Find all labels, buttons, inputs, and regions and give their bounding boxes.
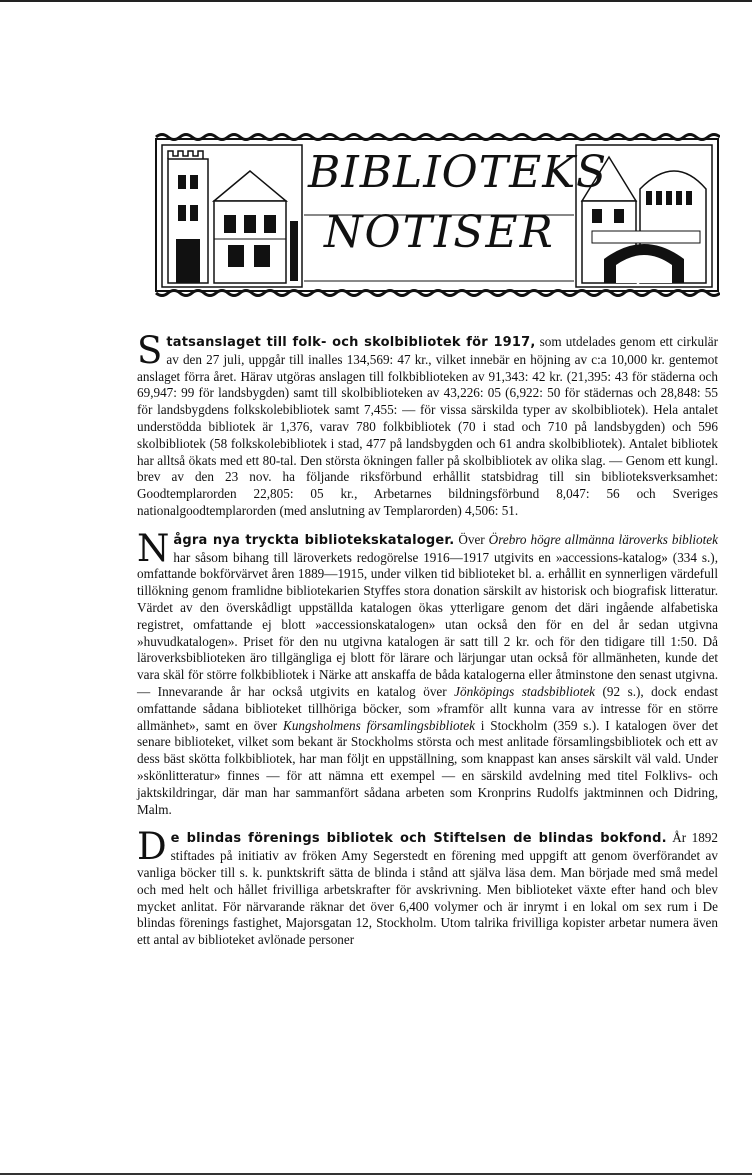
article-body-part: Över — [454, 531, 489, 547]
article-body: som utdelades genom ett cirkulär av den 27 juli, uppgår till inalles 134,569: 47 kr., vilket innebär en höjning av c:a 10,000 kr. gentemot anslaget förra året. Härav utgöras anslagen till folkbiblioteken av 91,343: 42 kr. (21,395: 43 för städerna och 69,947: 99 för landsbygden) samt till skolbiblioteken av 43,226: 05 (6,922: 50 för städernas och 28,848: 55 för landsbygdens folkskolebibliotek samt 7,455: — för vissa särskilda typer av skolbibliotek). Hela antalet understödda bibliotek är 1,376, varav 780 folkbibliotek (70 i stad och 710 på landsbygden) och 596 skolbibliotek (58 folkskolebibliotek i stad, 477 på landsbygden och 61 andra skolbibliotek). Antalet bibliotek har alltså ökats med ett 80-tal. Den största ökningen faller på skolbibliotek av olika slag. — Genom ett kungl. brev av den 23 nov. ha följande riksförbund erhållit statsbidrag till sin biblioteksverksamhet: Goodtemplarorden 22,805: 05 kr., Arbetarnes bildningsförbund 8,047: 56 och Sveriges nationalgoodtemplarorden (med anslutning av Templarorden) 4,506: 51. — [137, 334, 718, 518]
header-title — [306, 145, 608, 275]
article-body-part: har såsom bihang till läroverkets redogörelse 1916—1917 utgivits en »accessions-katalog» (334 s.), omfattande bokförvärvet åren 1889—1915, under vilken tid biblioteket bl. a. erhållit en synnerligen värdefull tillökning genom framlidne bibliotekarien Styffes stora donation särskilt av historisk och biografisk litteratur. Värdet av den överskådligt uppställda katalogen ökas ytterligare genom det däri ingående alfabetiska registret, omfattande ej blott »accessionskatalogen» utan också den för en del år sedan utgivna »huvudkatalogen». Priset för den nu utgivna katalogen är satt till 2 kr. och för den tidigare till 1:50. Då läroverksbiblioteken äro tillgängliga ej blott för lärare och lärjungar utan också för allmänheten, kunde det vara skäl för större folkbibliotek i Närke att anskaffa de båda katalogerna eller åtminstone den senast utgivna. — Innevarande år har också utgivits en katalog över — [137, 549, 718, 699]
article-statsanslaget — [137, 329, 718, 520]
article-bibliotekskataloger — [137, 526, 718, 819]
header-vignette — [154, 131, 720, 302]
article-heading: ågra nya tryckta bibliotekskataloger. — [173, 532, 455, 548]
title-line-2: NOTISER — [324, 207, 555, 258]
drop-cap: D — [137, 825, 167, 869]
title-line-1: BIBLIOTEKS — [308, 147, 608, 198]
castle-illustration — [162, 145, 302, 287]
drop-cap: N — [137, 526, 170, 570]
article-column — [137, 329, 718, 961]
article-body-part: i Stockholm (359 s.). I katalogen över det senare biblioteket, vilket som bekant är Stockholms största och mest anlitade församlingsbibliotek och ett av dess bäst skötta folkbibliotek, har man följt en uppställning, som knappast kan anses särskilt väl vald. Under »skönlitteratur» finnes — för att nämna ett exempel — en särskild avdelning med titel Folklivs- och jaktskildringar, där man har sammanfört sådana arbeten som Kronprins Rudolfs jaktminnen och Didring, Malm. — [137, 717, 718, 817]
article-body: År 1892 stiftades på initiativ av fröken Amy Segerstedt en förening med uppgift att genom överförandet av vanliga böcker till s. k. punktskrift sätta de blinda i stånd att själva läsa dem. Man började med små medel och med helt och hållet frivilliga arbetskrafter för avskrivning. Men biblioteket växte efter hand och blev mycket anlitat. För närvarande räknar det över 6,400 volymer och är inrymt i en lokal om sex rum i De blindas förenings fastighet, Majorsgatan 12, Stockholm. Utom talrika frivilliga kopister arbetar numera även ett antal av biblioteket avlönade personer — [137, 830, 718, 948]
library-name-orebro: Örebro högre allmänna läroverks bibliotek — [488, 531, 718, 547]
drop-cap: S — [137, 329, 163, 372]
article-body-part: (92 s.), dock endast omfattande sådana biblioteket tillhöriga böcker, som »framför allt kunna vara av intresse för en större allmänhet», samt en över — [137, 683, 718, 733]
article-blindas-bibliotek — [137, 825, 718, 949]
top-border-line — [0, 0, 752, 2]
library-name-kungsholmen: Kungsholmens församlingsbibliotek — [283, 717, 475, 733]
library-name-jonkoping: Jönköpings stadsbibliotek — [454, 683, 595, 699]
article-heading: tatsanslaget till folk- och skolbibliotek för 1917, — [166, 335, 536, 350]
article-heading: e blindas förenings bibliotek och Stiftelsen de blindas bokfond. — [170, 831, 667, 847]
